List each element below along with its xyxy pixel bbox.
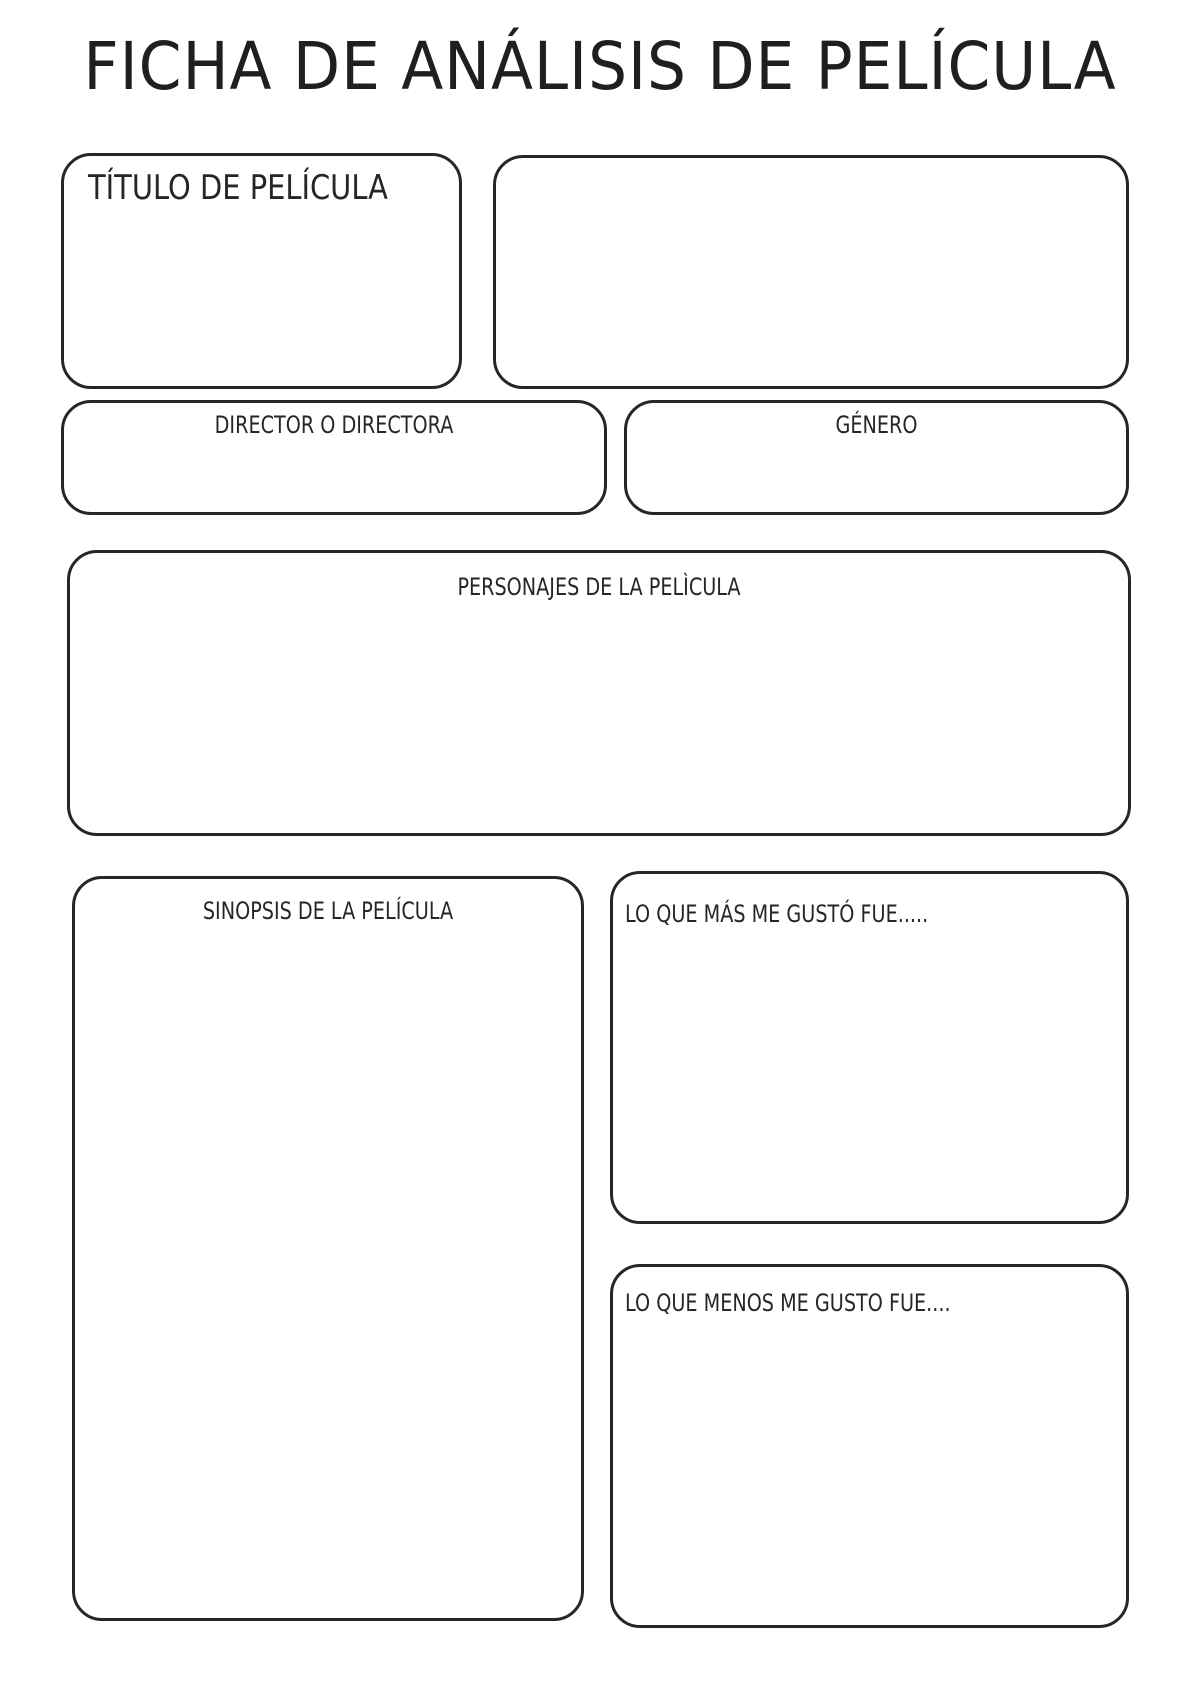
movie-title-box[interactable]: [61, 153, 462, 389]
liked-most-box[interactable]: [610, 871, 1129, 1224]
image-area-box[interactable]: [493, 155, 1129, 389]
page-title: FICHA DE ANÁLISIS DE PELÍCULA: [83, 28, 1117, 105]
synopsis-label: SINOPSIS DE LA PELÍCULA: [202, 897, 454, 925]
liked-least-box[interactable]: [610, 1264, 1129, 1628]
genre-label: GÉNERO: [835, 411, 918, 439]
genre-box[interactable]: [624, 400, 1129, 515]
director-label: DIRECTOR O DIRECTORA: [214, 411, 454, 439]
liked-most-label: LO QUE MÁS ME GUSTÓ FUE.....: [625, 900, 929, 928]
director-box[interactable]: [61, 400, 607, 515]
characters-box[interactable]: [67, 550, 1131, 836]
liked-least-label: LO QUE MENOS ME GUSTO FUE....: [625, 1289, 951, 1317]
synopsis-box[interactable]: [72, 876, 584, 1621]
movie-title-label: TÍTULO DE PELÍCULA: [88, 168, 388, 208]
characters-label: PERSONAJES DE LA PELÌCULA: [457, 573, 741, 601]
